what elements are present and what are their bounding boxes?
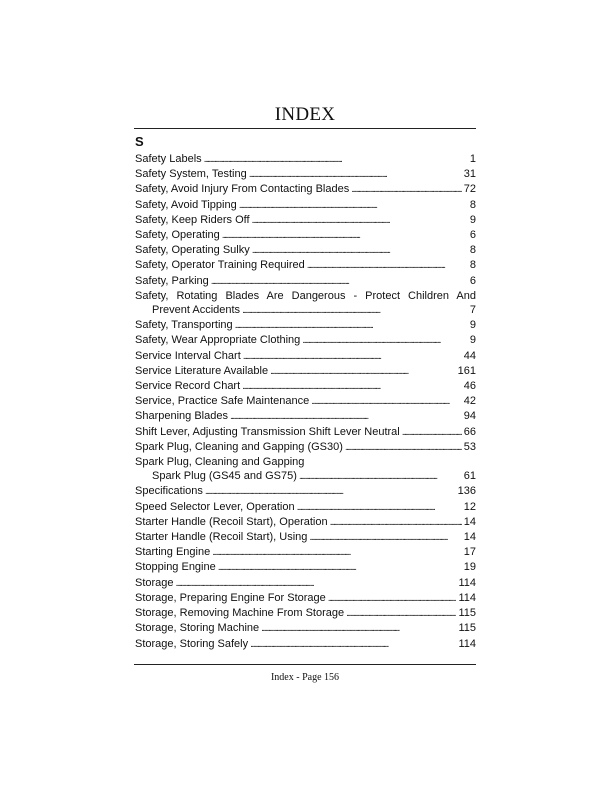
index-entry-label: Spark Plug, Cleaning and Gapping (GS30) [135, 440, 343, 453]
index-entry-label: Safety, Avoid Injury From Contacting Blades [135, 183, 350, 196]
dot-leader [243, 350, 462, 364]
index-entry [135, 576, 476, 591]
index-entry [135, 591, 476, 606]
dot-leader [261, 622, 456, 636]
index-entry-page: 53 [463, 440, 476, 453]
dot-leader [252, 244, 468, 258]
index-entry-page: 72 [463, 183, 476, 196]
index-entry-label-line1: Safety, Rotating Blades Are Dangerous - Protect Children And [135, 289, 476, 302]
dot-leader [309, 531, 461, 545]
dot-leader [307, 259, 468, 273]
dot-leader [297, 501, 462, 515]
index-entry-page: 6 [469, 274, 476, 287]
index-entry-page: 61 [463, 470, 476, 483]
index-entry-page: 1 [469, 153, 476, 165]
index-entry [135, 455, 476, 484]
index-entry-list [135, 152, 476, 652]
index-entry-label: Storage, Storing Safely [135, 637, 249, 650]
dot-leader [242, 380, 462, 394]
index-entry-page: 31 [463, 168, 476, 181]
index-entry [135, 545, 476, 560]
index-entry-page: 114 [458, 576, 476, 589]
index-entry-label: Spark Plug (GS45 and GS75) [152, 470, 297, 483]
index-entry-page: 8 [469, 198, 476, 211]
index-entry-page: 114 [458, 591, 476, 604]
index-entry [135, 409, 476, 424]
dot-leader [351, 183, 462, 197]
index-entry [135, 318, 476, 333]
dot-leader [328, 592, 457, 606]
index-entry-page: 161 [457, 364, 476, 377]
dot-leader [204, 153, 468, 167]
index-entry [135, 379, 476, 394]
index-entry-label: Storage, Storing Machine [135, 622, 260, 635]
index-entry-page: 94 [463, 410, 476, 423]
index-entry-label: Speed Selector Lever, Operation [135, 500, 295, 513]
index-entry [135, 333, 476, 348]
index-entry-label: Safety Labels [135, 153, 202, 165]
index-entry-page: 9 [469, 334, 476, 347]
index-entry-page: 9 [469, 213, 476, 226]
index-entry-label: Service Record Chart [135, 380, 241, 393]
dot-leader [252, 214, 468, 228]
index-entry-label: Storage, Preparing Engine For Storage [135, 591, 326, 604]
page-title: INDEX [274, 104, 336, 125]
dot-leader [211, 275, 468, 289]
index-entry [135, 606, 476, 621]
index-entry-label: Sharpening Blades [135, 410, 228, 423]
index-entry-page: 8 [469, 259, 476, 272]
dot-leader [345, 441, 462, 455]
index-entry-label: Service Literature Available [135, 364, 269, 377]
index-entry-label: Specifications [135, 485, 203, 498]
index-entry [135, 274, 476, 289]
index-entry-label: Service, Practice Safe Maintenance [135, 395, 310, 408]
index-entry [135, 560, 476, 575]
index-entry-label-line1: Spark Plug, Cleaning and Gapping [135, 456, 305, 469]
index-entry-page: 66 [463, 425, 476, 438]
index-entry-page: 12 [463, 500, 476, 513]
index-entry-page: 14 [463, 531, 476, 544]
dot-leader [205, 485, 456, 499]
index-entry [135, 364, 476, 379]
index-entry [135, 530, 476, 545]
dot-leader [218, 561, 462, 575]
dot-leader [249, 168, 462, 182]
index-entry [135, 621, 476, 636]
index-entry-label: Starting Engine [135, 546, 211, 559]
index-entry [135, 500, 476, 515]
dot-leader [330, 516, 462, 530]
section-letter: S [135, 134, 144, 149]
index-entry-label: Starter Handle (Recoil Start), Using [135, 531, 308, 544]
index-entry-page: 6 [469, 229, 476, 242]
index-entry [135, 228, 476, 243]
index-entry [135, 289, 476, 318]
index-entry-label: Storage, Removing Machine From Storage [135, 607, 345, 620]
index-entry-label: Safety, Transporting [135, 319, 233, 332]
dot-leader [402, 426, 462, 440]
index-entry [135, 394, 476, 409]
dot-leader [235, 319, 468, 333]
index-entry-label: Shift Lever, Adjusting Transmission Shift Lever Neutral [135, 425, 400, 438]
index-entry-page: 114 [458, 637, 476, 650]
header-divider [134, 128, 476, 129]
index-entry-label: Safety, Operating Sulky [135, 244, 250, 257]
dot-leader [212, 546, 462, 560]
index-entry [135, 349, 476, 364]
index-entry [135, 213, 476, 228]
page-footer: Index - Page 156 [270, 672, 340, 683]
footer-divider [134, 664, 476, 665]
index-entry-label: Safety System, Testing [135, 168, 247, 181]
index-entry-page: 115 [458, 607, 476, 620]
index-entry-label: Starter Handle (Recoil Start), Operation [135, 515, 328, 528]
index-entry-page: 7 [469, 304, 476, 317]
index-entry-label: Stopping Engine [135, 561, 216, 574]
index-entry [135, 167, 476, 182]
index-entry-page: 8 [469, 244, 476, 257]
index-entry-label: Storage [135, 576, 174, 589]
dot-leader [222, 229, 468, 243]
index-entry-page: 115 [458, 622, 476, 635]
dot-leader [176, 577, 457, 591]
dot-leader [302, 334, 468, 348]
index-entry-label: Safety, Operating [135, 229, 220, 242]
index-entry-label: Service Interval Chart [135, 349, 241, 362]
index-entry [135, 637, 476, 652]
index-entry-page: 17 [463, 546, 476, 559]
index-entry [135, 243, 476, 258]
dot-leader [250, 638, 456, 652]
index-entry [135, 440, 476, 455]
index-entry-label: Prevent Accidents [152, 304, 241, 317]
index-entry-label: Safety, Parking [135, 274, 209, 287]
index-entry-label: Safety, Wear Appropriate Clothing [135, 334, 301, 347]
index-entry [135, 152, 476, 167]
index-entry-page: 42 [463, 395, 476, 408]
index-entry-page: 19 [463, 561, 476, 574]
index-entry-page: 44 [463, 349, 476, 362]
dot-leader [242, 304, 468, 318]
index-entry-page: 9 [469, 319, 476, 332]
dot-leader [230, 410, 462, 424]
index-entry [135, 425, 476, 440]
dot-leader [299, 470, 462, 484]
index-entry-page: 14 [463, 515, 476, 528]
index-entry [135, 182, 476, 197]
index-entry [135, 515, 476, 530]
index-entry-page: 136 [457, 485, 476, 498]
index-entry-label: Safety, Operator Training Required [135, 259, 305, 272]
index-entry [135, 484, 476, 499]
dot-leader [239, 199, 468, 213]
index-entry-label: Safety, Avoid Tipping [135, 198, 237, 211]
index-entry [135, 258, 476, 273]
dot-leader [311, 395, 461, 409]
dot-leader [346, 607, 456, 621]
dot-leader [270, 365, 456, 379]
index-entry-page: 46 [463, 380, 476, 393]
index-entry-label: Safety, Keep Riders Off [135, 213, 250, 226]
index-entry [135, 198, 476, 213]
